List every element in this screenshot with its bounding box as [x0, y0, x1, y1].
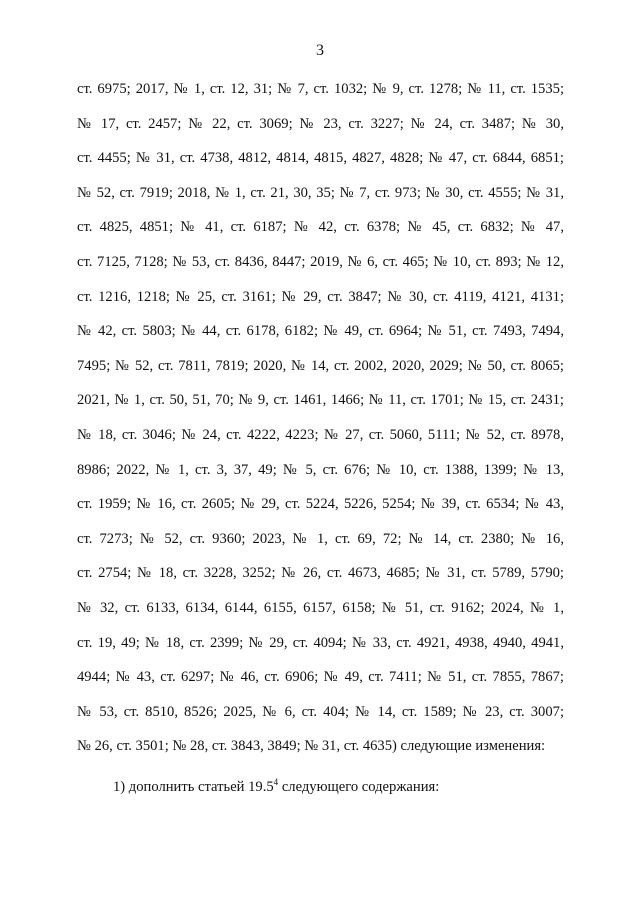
article-superscript: 4 — [273, 777, 279, 787]
text-line: ст. 1216, 1218; № 25, ст. 3161; № 29, ст. 3847; № 30, ст. 4119, 4121, 4131; — [77, 288, 564, 305]
text-line: 8986; 2022, № 1, ст. 3, 37, 49; № 5, ст. 676; № 10, ст. 1388, 1399; № 13, — [77, 461, 564, 478]
body-text — [77, 75, 564, 767]
text-line: № 52, ст. 7919; 2018, № 1, ст. 21, 30, 35; № 7, ст. 973; № 30, ст. 4555; № 31, — [77, 184, 564, 201]
text-line: № 26, ст. 3501; № 28, ст. 3843, 3849; № 31, ст. 4635) следующие изменения: — [77, 738, 546, 755]
text-line: ст. 4455; № 31, ст. 4738, 4812, 4814, 4815, 4827, 4828; № 47, ст. 6844, 6851; — [77, 150, 564, 167]
text-line: ст. 6975; 2017, № 1, ст. 12, 31; № 7, ст. 1032; № 9, ст. 1278; № 11, ст. 1535; — [77, 81, 564, 97]
text-line: № 32, ст. 6133, 6134, 6144, 6155, 6157, 6158; № 51, ст. 9162; 2024, № 1, — [77, 599, 564, 616]
text-line: 2021, № 1, ст. 50, 51, 70; № 9, ст. 1461, 1466; № 11, ст. 1701; № 15, ст. 2431; — [77, 392, 564, 409]
list-item-text: 1) дополнить статьей 19.5 — [113, 779, 274, 795]
text-line: ст. 1959; № 16, ст. 2605; № 29, ст. 5224, 5226, 5254; № 39, ст. 6534; № 43, — [77, 496, 564, 513]
text-line: ст. 4825, 4851; № 41, ст. 6187; № 42, ст. 6378; № 45, ст. 6832; № 47, — [77, 219, 564, 236]
text-line: № 18, ст. 3046; № 24, ст. 4222, 4223; № 27, ст. 5060, 5111; № 52, ст. 8978, — [77, 426, 564, 443]
text-line: ст. 7125, 7128; № 53, ст. 8436, 8447; 2019, № 6, ст. 465; № 10, ст. 893; № 12, — [77, 253, 564, 270]
text-line: 4944; № 43, ст. 6297; № 46, ст. 6906; № 49, ст. 7411; № 51, ст. 7855, 7867; — [77, 669, 564, 686]
list-item-text-end: следующего содержания: — [278, 779, 440, 795]
text-line: ст. 7273; № 52, ст. 9360; 2023, № 1, ст. 69, 72; № 14, ст. 2380; № 16, — [77, 530, 564, 547]
text-line: ст. 19, 49; № 18, ст. 2399; № 29, ст. 4094; № 33, ст. 4921, 4938, 4940, 4941, — [77, 634, 564, 651]
text-line: № 53, ст. 8510, 8526; 2025, № 6, ст. 404; № 14, ст. 1589; № 23, ст. 3007; — [77, 703, 564, 720]
text-line: ст. 2754; № 18, ст. 3228, 3252; № 26, ст. 4673, 4685; № 31, ст. 5789, 5790; — [77, 565, 564, 582]
text-line: № 42, ст. 5803; № 44, ст. 6178, 6182; № 49, ст. 6964; № 51, ст. 7493, 7494, — [77, 323, 564, 340]
text-line: 7495; № 52, ст. 7811, 7819; 2020, № 14, ст. 2002, 2020, 2029; № 50, ст. 8065; — [77, 357, 564, 374]
page-number: 3 — [316, 42, 324, 59]
list-item-1 — [113, 773, 439, 801]
text-line: № 17, ст. 2457; № 22, ст. 3069; № 23, ст. 3227; № 24, ст. 3487; № 30, — [77, 115, 564, 132]
